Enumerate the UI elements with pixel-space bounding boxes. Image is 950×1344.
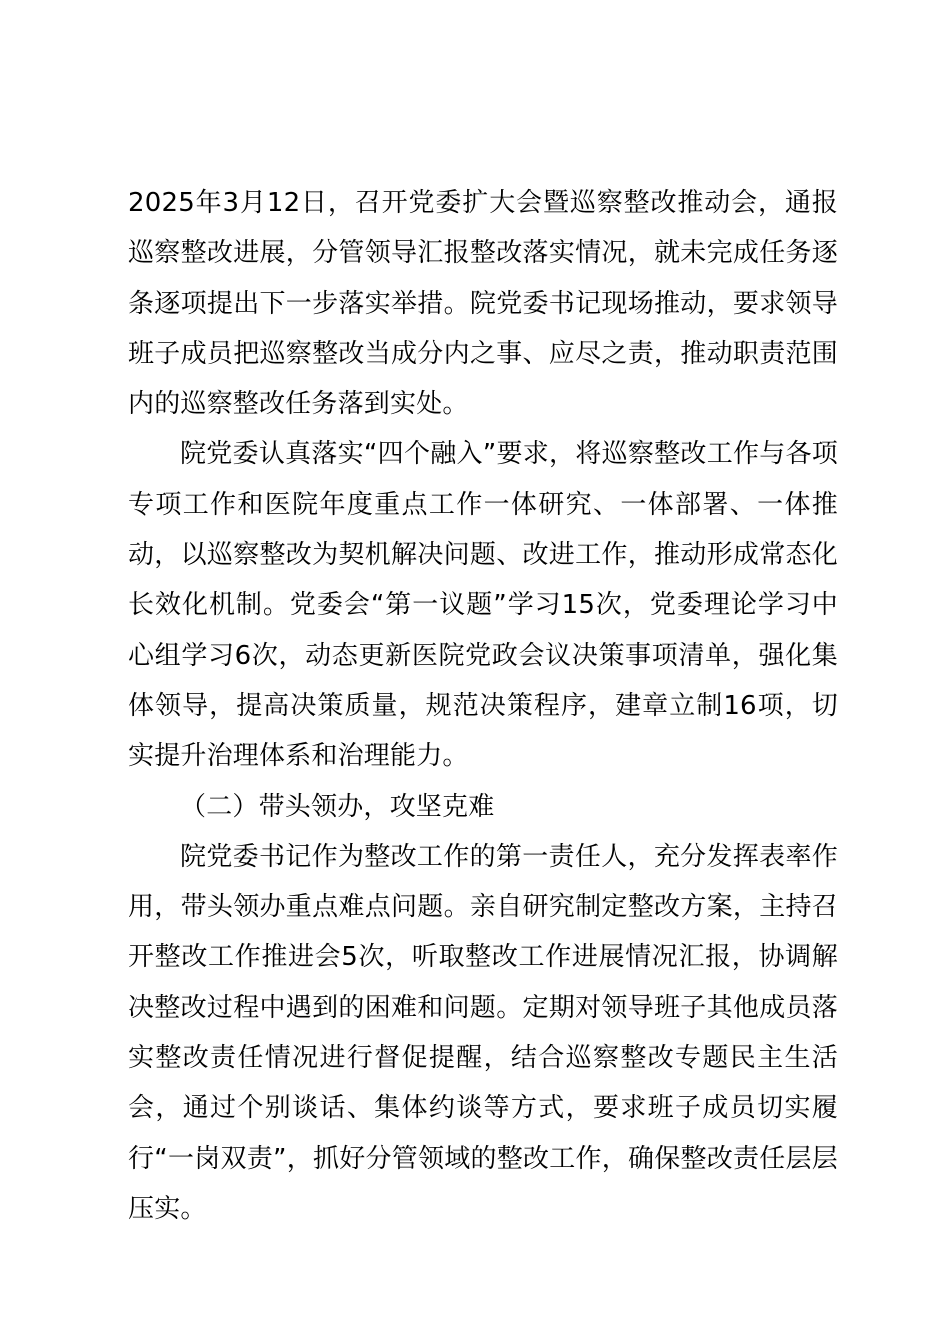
section-heading: （二）带头领办，攻坚克难 [180,791,495,822]
paragraph-four-integrations: 院党委认真落实“四个融入”要求，将巡察整改工作与各项专项工作和医院年度重点工作一体研究、一体部署、一体推动，以巡察整改为契机解决问题、改进工作，推动形成常态化长效化机制。党委会“第一议题”学习15次，党委理论学习中心组学习6次，动态更新医院党政会议决策事项清单，强化集体领导，提高决策质量，规范决策程序，建章立制16项，切实提升治理体系和治理能力。 [128,439,838,772]
paragraph-continuation: 2025年3月12日，召开党委扩大会暨巡察整改推动会，通报巡察整改进展，分管领导汇报整改落实情况，就未完成任务逐条逐项提出下一步落实举措。院党委书记现场推动，要求领导班子成员把巡察整改当成分内之事、应尽之责，推动职责范围内的巡察整改任务落到实处。 [128,188,838,420]
paragraph-secretary-leading: 院党委书记作为整改工作的第一责任人，充分发挥表率作用，带头领办重点难点问题。亲自研究制定整改方案，主持召开整改工作推进会5次，听取整改工作进展情况汇报，协调解决整改过程中遇到的困难和问题。定期对领导班子其他成员落实整改责任情况进行督促提醒，结合巡察整改专题民主生活会，通过个别谈话、集体约谈等方式，要求班子成员切实履行“一岗双责”，抓好分管领域的整改工作，确保整改责任层层压实。 [128,841,838,1224]
document-body [128,178,838,1234]
